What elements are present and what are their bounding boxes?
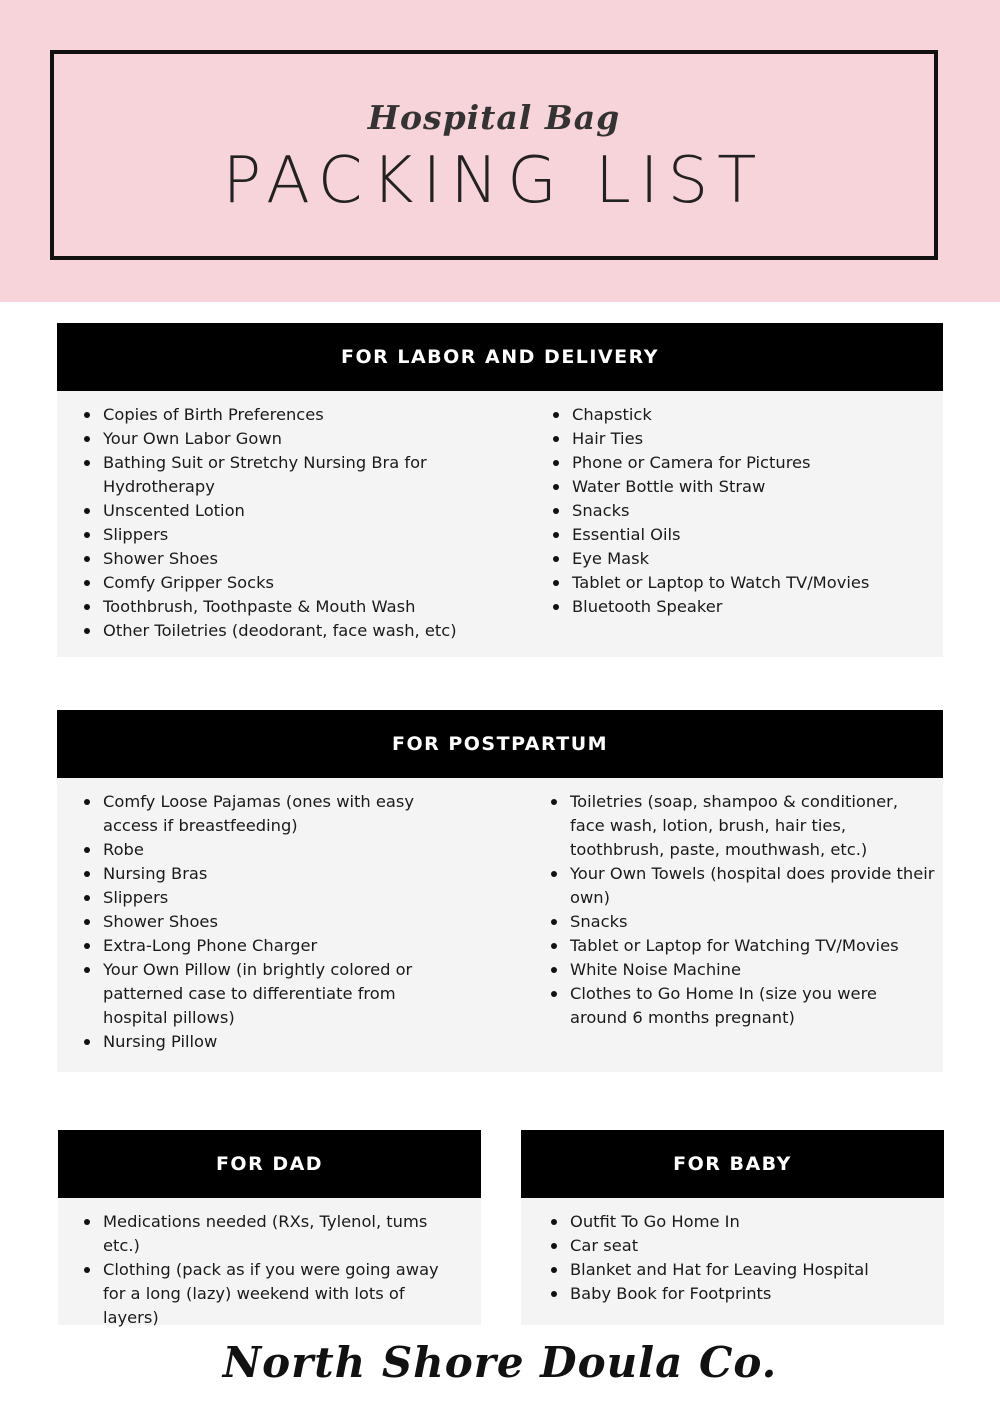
- list-item: Bathing Suit or Stretchy Nursing Bra for Hydrotherapy: [83, 451, 463, 499]
- list-item: Your Own Pillow (in brightly colored or patterned case to differentiate from hospital pillows): [83, 958, 463, 1030]
- page-title: PACKING LIST: [222, 144, 766, 218]
- list-item: Slippers: [83, 886, 463, 910]
- list-item: Other Toiletries (deodorant, face wash, etc): [83, 619, 463, 643]
- title-frame: [50, 50, 938, 260]
- list-item: Phone or Camera for Pictures: [552, 451, 932, 475]
- list-item: Your Own Towels (hospital does provide their own): [550, 862, 935, 910]
- list-item: Unscented Lotion: [83, 499, 463, 523]
- list-item: Water Bottle with Straw: [552, 475, 932, 499]
- list-item: Medications needed (RXs, Tylenol, tums etc.): [83, 1210, 458, 1258]
- list-item: Tablet or Laptop to Watch TV/Movies: [552, 571, 932, 595]
- list-item: Eye Mask: [552, 547, 932, 571]
- list-item: Hair Ties: [552, 427, 932, 451]
- list-item: Clothes to Go Home In (size you were around 6 months pregnant): [550, 982, 935, 1030]
- list-item: Nursing Bras: [83, 862, 463, 886]
- list-item: Extra-Long Phone Charger: [83, 934, 463, 958]
- list-item: Robe: [83, 838, 463, 862]
- list-item: Outfit To Go Home In: [550, 1210, 930, 1234]
- dad-panel: [58, 1130, 481, 1325]
- dad-list: [83, 1210, 458, 1330]
- list-item: Car seat: [550, 1234, 930, 1258]
- postpartum-heading: FOR POSTPARTUM: [57, 710, 943, 778]
- list-item: Toiletries (soap, shampoo & conditioner, face wash, lotion, brush, hair ties, toothbrush, paste, mouthwash, etc.): [550, 790, 935, 862]
- labor-delivery-panel: [57, 323, 943, 657]
- list-item: Blanket and Hat for Leaving Hospital: [550, 1258, 930, 1282]
- list-item: Copies of Birth Preferences: [83, 403, 463, 427]
- list-item: Tablet or Laptop for Watching TV/Movies: [550, 934, 935, 958]
- list-item: Bluetooth Speaker: [552, 595, 932, 619]
- labor-delivery-heading: FOR LABOR AND DELIVERY: [57, 323, 943, 391]
- list-item: Snacks: [550, 910, 935, 934]
- list-item: Baby Book for Footprints: [550, 1282, 930, 1306]
- postpartum-panel: [57, 710, 943, 1072]
- list-item: Slippers: [83, 523, 463, 547]
- list-item: Chapstick: [552, 403, 932, 427]
- labor-left-list: [83, 403, 463, 643]
- list-item: White Noise Machine: [550, 958, 935, 982]
- dad-heading: FOR DAD: [58, 1130, 481, 1198]
- signature-logo: North Shore Doula Co.: [222, 1338, 778, 1387]
- list-item: Shower Shoes: [83, 547, 463, 571]
- postpartum-left-list: [83, 790, 463, 1054]
- labor-right-list: [552, 403, 932, 619]
- baby-heading: FOR BABY: [521, 1130, 944, 1198]
- baby-panel: [521, 1130, 944, 1325]
- page-subtitle: Hospital Bag: [367, 98, 621, 137]
- list-item: Comfy Loose Pajamas (ones with easy access if breastfeeding): [83, 790, 463, 838]
- list-item: Toothbrush, Toothpaste & Mouth Wash: [83, 595, 463, 619]
- list-item: Your Own Labor Gown: [83, 427, 463, 451]
- list-item: Shower Shoes: [83, 910, 463, 934]
- list-item: Essential Oils: [552, 523, 932, 547]
- list-item: Comfy Gripper Socks: [83, 571, 463, 595]
- list-item: Snacks: [552, 499, 932, 523]
- list-item: Nursing Pillow: [83, 1030, 463, 1054]
- postpartum-right-list: [550, 790, 935, 1030]
- baby-list: [550, 1210, 930, 1306]
- list-item: Clothing (pack as if you were going away for a long (lazy) weekend with lots of layers): [83, 1258, 458, 1330]
